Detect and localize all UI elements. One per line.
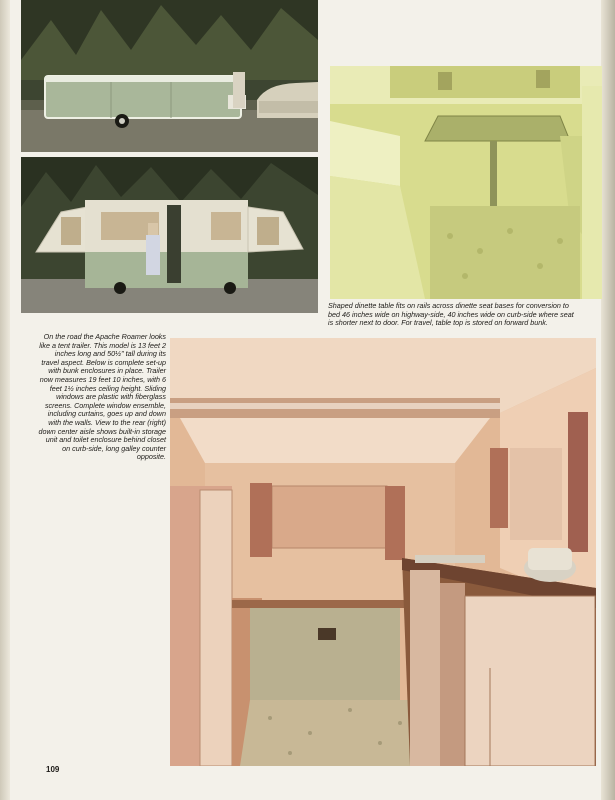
page-spine-shadow: [0, 0, 10, 800]
photo-dinette-table: [330, 66, 602, 299]
page-number: 109: [46, 765, 60, 774]
photo-trailer-towed: [21, 0, 318, 152]
photo-trailer-setup: [21, 157, 318, 313]
page-edge-shadow: [601, 0, 615, 800]
caption-road-setup: On the road the Apache Roamer looks like a tent trailer. This model is 13 feet 2 inches long and 50½" tall during its travel aspect. Below is complete set-up with bunk enclosures in place. Trailer now measures 19 feet 10 inches, with 6 feet 1½ inches ceiling height. Sliding windows are plastic with fiberglass screens. Complete window ensemble, including curtains, goes up and down with the walls. View to the rear (right) down center aisle shows built-in storage unit and toilet enclosure behind closet on curb-side, long galley counter opposite.: [38, 332, 166, 462]
photo-interior-aisle: [170, 338, 596, 766]
caption-dinette: Shaped dinette table fits on rails across dinette seat bases for conversion to bed 46 inches wide on highway-side, 40 inches wide on curb-side where seat is shorter next to door. For travel, table top is stored on forward bunk.: [328, 301, 574, 328]
